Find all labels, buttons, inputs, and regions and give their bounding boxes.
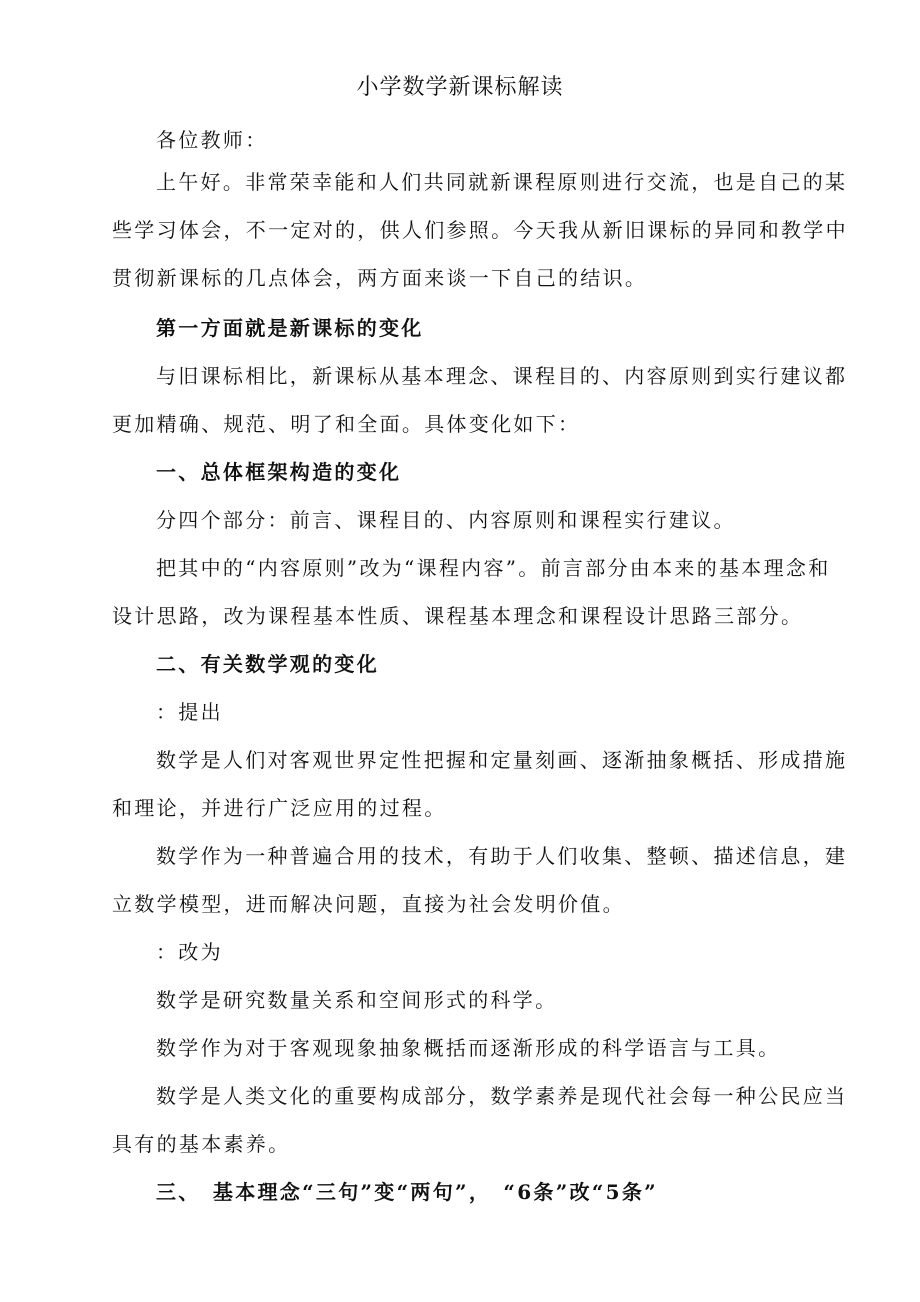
compare-line-2: 更加精确、规范、明了和全面。具体变化如下：	[112, 412, 581, 436]
heading-basic-concepts: 三、 基本理念“三句”变“两句”， “6条”改“5条”	[156, 1180, 658, 1204]
intro-line-3: 贯彻新课标的几点体会，两方面来谈一下自己的结识。	[112, 266, 648, 290]
math1-line-2: 和理论，并进行广泛应用的过程。	[112, 796, 447, 820]
page-title: 小学数学新课标解读	[356, 75, 564, 100]
math2-line-2: 立数学模型，进而解决问题，直接为社会发明价值。	[112, 892, 625, 916]
math1-line-1: 数学是人们对客观世界定性把握和定量刻画、逐渐抽象概括、形成措施	[156, 748, 848, 772]
heading-math-view: 二、有关数学观的变化	[156, 652, 379, 676]
new3-line-1: 数学是人类文化的重要构成部分，数学素养是现代社会每一种公民应当	[156, 1084, 848, 1108]
intro-line-2: 些学习体会，不一定对的，供人们参照。今天我从新旧课标的异同和教学中	[112, 218, 848, 242]
four-parts-paragraph: 分四个部分：前言、课程目的、内容原则和课程实行建议。	[156, 508, 736, 532]
compare-line-1: 与旧课标相比，新课标从基本理念、课程目的、内容原则到实行建议都	[156, 364, 848, 388]
heading-framework: 一、总体框架构造的变化	[156, 460, 402, 484]
section-heading-part1: 第一方面就是新课标的变化	[156, 316, 424, 340]
salutation: 各位教师：	[156, 128, 268, 152]
label-change-to: ：改为	[156, 940, 223, 964]
new3-line-2: 具有的基本素养。	[112, 1132, 291, 1156]
math2-line-1: 数学作为一种普遍合用的技术，有助于人们收集、整顿、描述信息，建	[156, 844, 848, 868]
new-definition-1: 数学是研究数量关系和空间形式的科学。	[156, 988, 558, 1012]
change-line-1: 把其中的“内容原则”改为“课程内容”。前言部分由本来的基本理念和	[156, 556, 831, 580]
label-propose: ：提出	[156, 700, 223, 724]
change-line-2: 设计思路，改为课程基本性质、课程基本理念和课程设计思路三部分。	[112, 604, 804, 628]
new-definition-2: 数学作为对于客观现象抽象概括而逐渐形成的科学语言与工具。	[156, 1036, 781, 1060]
intro-line-1: 上午好。非常荣幸能和人们共同就新课程原则进行交流，也是自己的某	[156, 170, 848, 194]
